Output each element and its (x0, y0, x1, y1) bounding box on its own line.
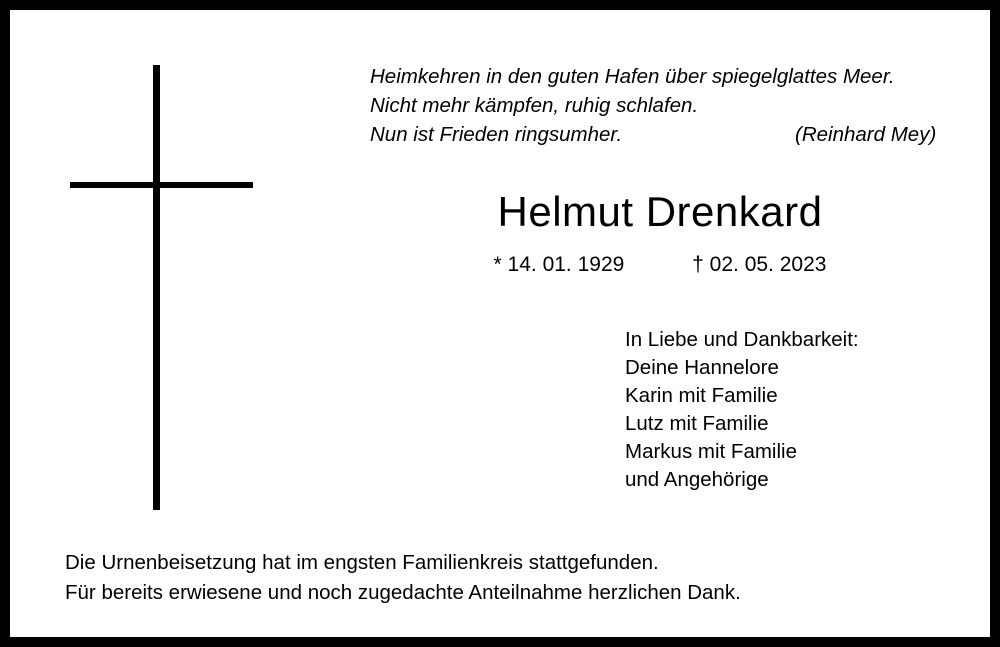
memorial-verse (370, 62, 970, 149)
cross-vertical-bar (153, 65, 160, 510)
verse-line-2: Nicht mehr kämpfen, ruhig schlafen. (370, 94, 699, 117)
verse-line-3: Nun ist Frieden ringsumher. (370, 123, 623, 146)
verse-author: (Reinhard Mey) (795, 123, 937, 146)
family-member: und Angehörige (625, 468, 769, 491)
death-date: † 02. 05. 2023 (692, 253, 827, 276)
birth-date: * 14. 01. 1929 (493, 253, 625, 276)
footer-line-1: Die Urnenbeisetzung hat im engsten Familienkreis stattgefunden. (65, 551, 659, 574)
footer-note (65, 548, 741, 608)
obituary-card (10, 10, 990, 637)
deceased-name: Helmut Drenkard (497, 188, 823, 235)
cross-icon (70, 65, 255, 515)
family-member: Deine Hannelore (625, 356, 779, 379)
verse-line-3-row (370, 120, 970, 149)
verse-line-1: Heimkehren in den guten Hafen über spiegelglattes Meer. (370, 65, 895, 88)
footer-line-2: Für bereits erwiesene und noch zugedachte Anteilnahme herzlichen Dank. (65, 581, 741, 604)
family-member: Lutz mit Familie (625, 412, 769, 435)
life-dates (370, 253, 950, 277)
cross-horizontal-bar (70, 182, 253, 188)
family-block (625, 326, 859, 494)
family-member: Karin mit Familie (625, 384, 778, 407)
family-intro: In Liebe und Dankbarkeit: (625, 328, 859, 351)
family-member: Markus mit Familie (625, 440, 797, 463)
